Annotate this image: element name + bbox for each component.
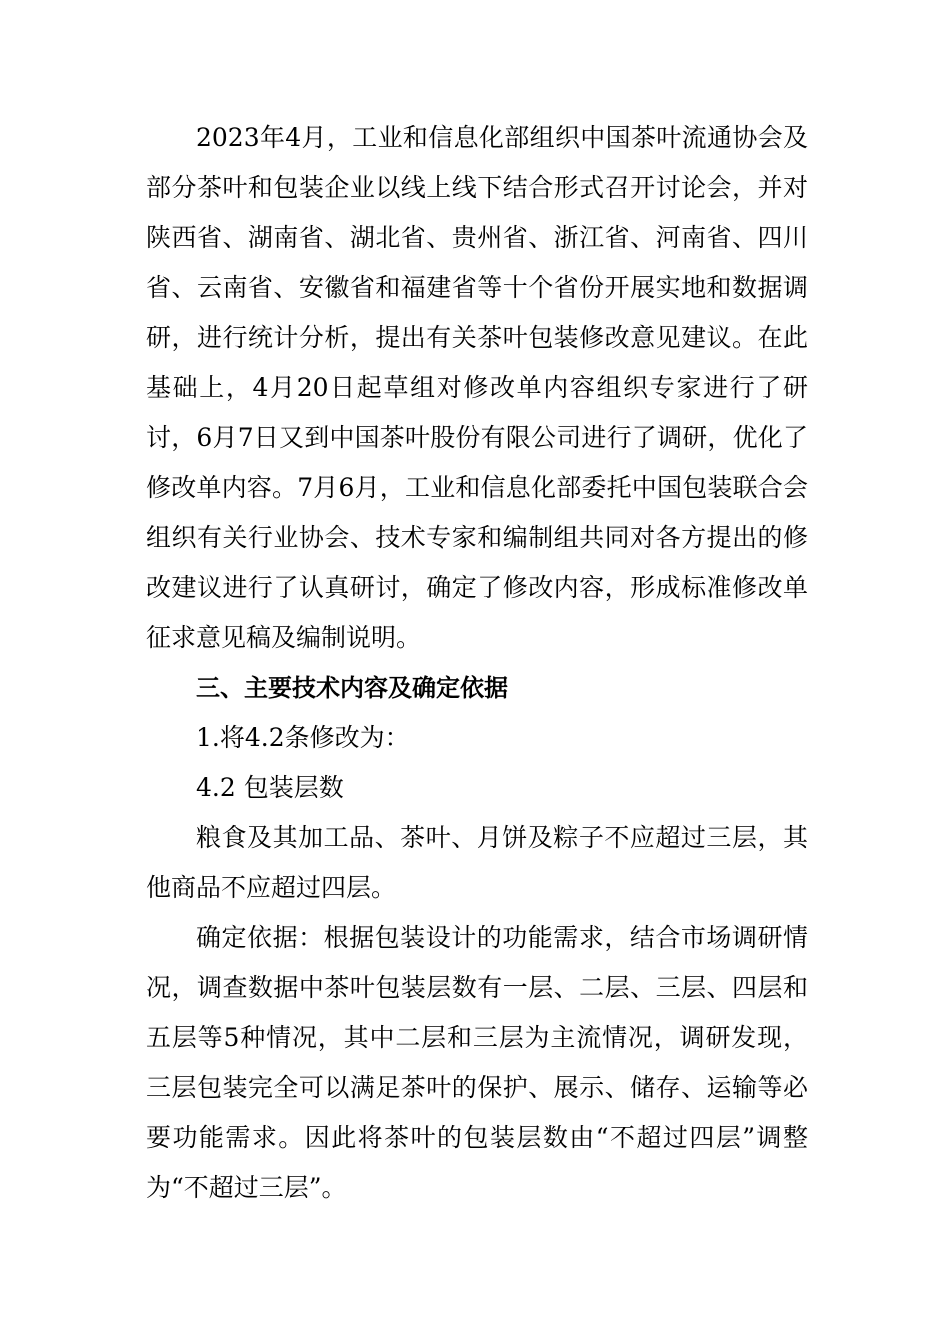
clause-text: 粮食及其加工品、茶叶、月饼及粽子不应超过三层，其他商品不应超过四层。	[146, 823, 808, 902]
background-paragraph: 2023年4月，工业和信息化部组织中国茶叶流通协会及部分茶叶和包装企业以线上线下结合形式召开讨论会，并对陕西省、湖南省、湖北省、贵州省、浙江省、河南省、四川省、云南省、安徽省和福建省等十个省份开展实地和数据调研，进行统计分析，提出有关茶叶包装修改意见建议。在此基础上，4月20日起草组对修改单内容组织专家进行了研讨，6月7日又到中国茶叶股份有限公司进行了调研，优化了修改单内容。7月6月，工业和信息化部委托中国包装联合会组织有关行业协会、技术专家和编制组共同对各方提出的修改建议进行了认真研讨，确定了修改内容，形成标准修改单征求意见稿及编制说明。	[146, 123, 808, 652]
section-heading: 三、主要技术内容及确定依据	[196, 674, 508, 702]
document-body	[146, 113, 808, 1213]
clause-title: 4.2 包装层数	[196, 773, 344, 802]
item-1: 1.将4.2条修改为：	[196, 723, 410, 752]
basis-paragraph: 确定依据：根据包装设计的功能需求，结合市场调研情况，调查数据中茶叶包装层数有一层、二层、三层、四层和五层等5种情况，其中二层和三层为主流情况，调研发现，三层包装完全可以满足茶叶的保护、展示、储存、运输等必要功能需求。因此将茶叶的包装层数由“不超过四层”调整为“不超过三层”。	[146, 923, 808, 1202]
